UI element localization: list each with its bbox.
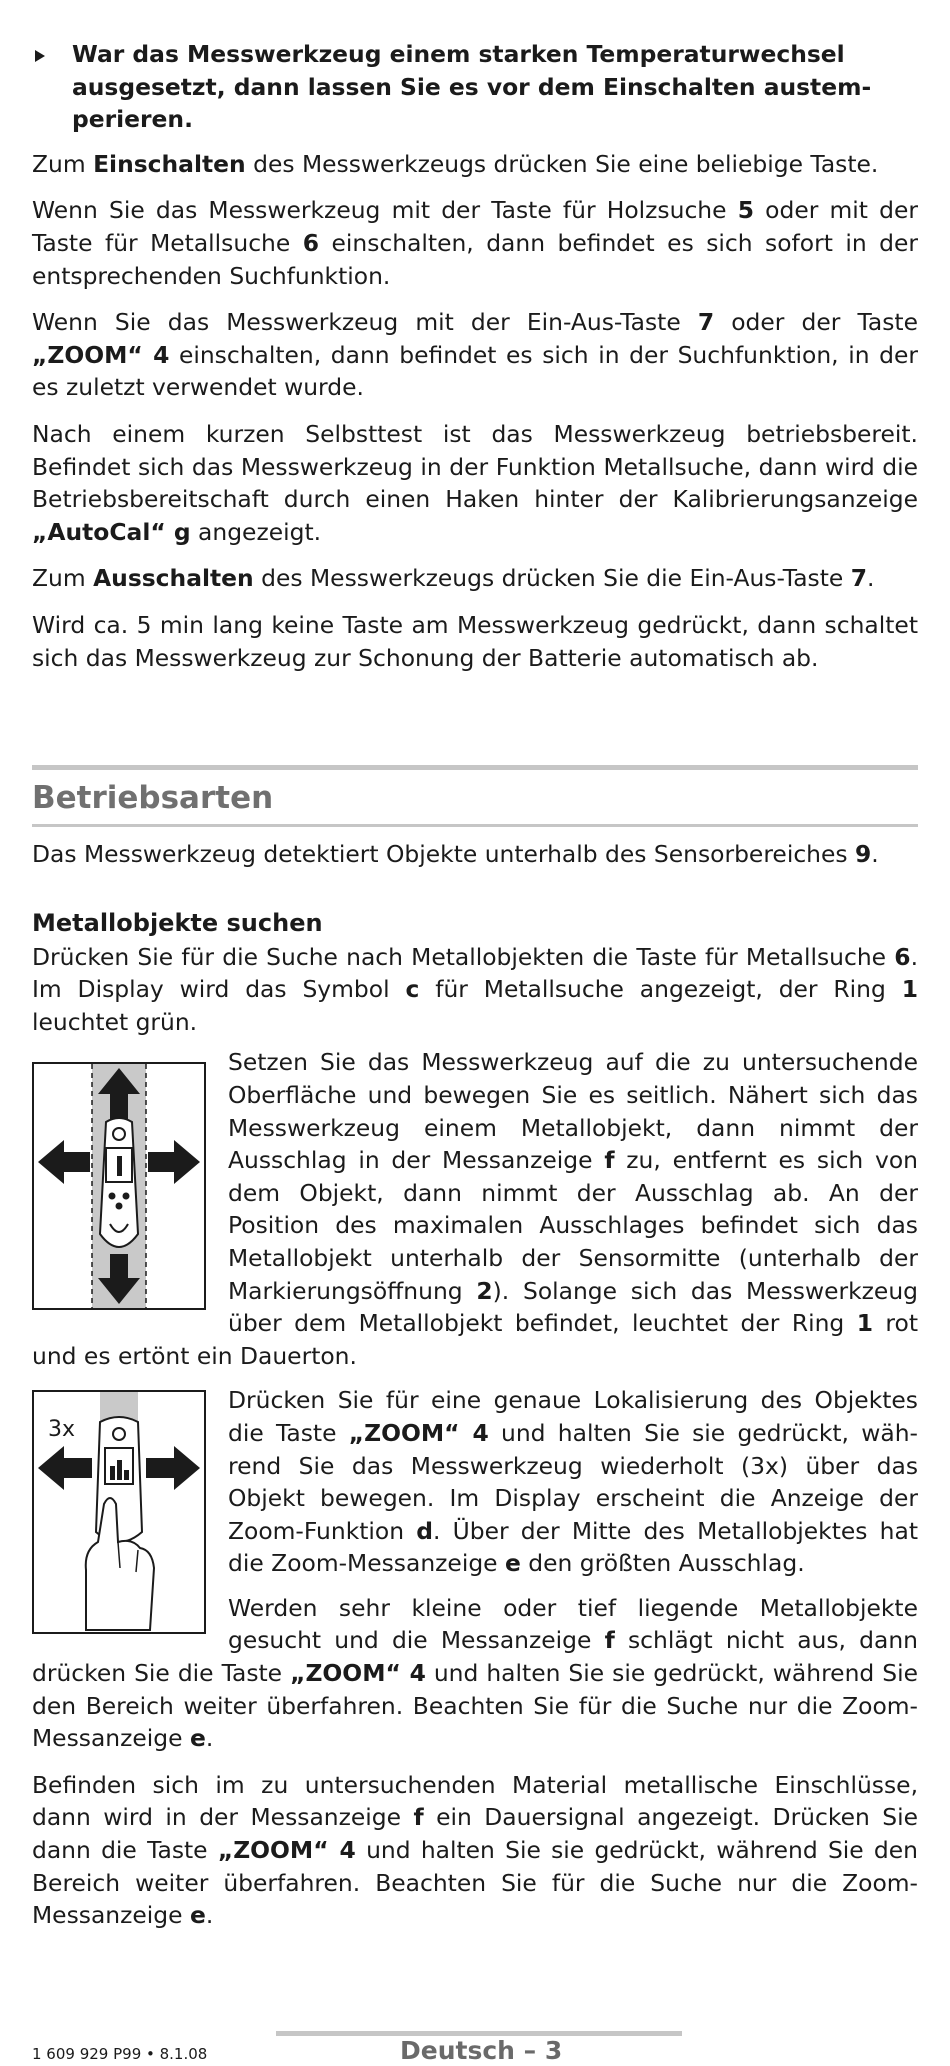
- para-switch-on: Zum Einschalten des Messwerkzeugs drücken Sie eine beliebige Taste.: [32, 149, 879, 178]
- warning-item: [32, 38, 918, 136]
- footer-doc-code: 1 609 929 P99 • 8.1.08: [32, 2045, 208, 2063]
- para-zoom-key: Wenn Sie das Messwerkzeug mit der Ein-Aus-Taste 7 oder der Taste „ZOOM“ 4 einschalten, dann befindet es sich in der Suchfunktion, in der es zuletzt verwendet wurde.: [32, 308, 918, 402]
- section-title: Betriebsarten: [32, 780, 274, 816]
- para-zoom-locate: Drücken Sie für eine genaue Lokalisierung des Objektes die Taste „ZOOM“ 4 und halten Sie sie gedrückt, während Sie das Messwerkzeug wiederholt (3x) über das Objekt bewegen. Im Display erscheint die Anzeige der Zoom-Funktion d. Über der Mitte des Metallobjektes hat die Zoom-Messanzeige e den größten Ausschlag.: [228, 1386, 919, 1578]
- para-search-keys: Wenn Sie das Messwerkzeug mit der Taste für Holzsuche 5 oder mit der Taste für Metallsuche 6 einschalten, dann befindet es sich sofort in der entsprechenden Suchfunktion.: [32, 196, 919, 290]
- section-body: [32, 838, 918, 1932]
- device-arrows-icon: [34, 1064, 204, 1308]
- para-inclusions: Befinden sich im zu untersuchenden Material metallische Einschlüsse, dann wird in der Messanzeige f ein Dauersignal angezeigt. Drücken Sie dann die Taste „ZOOM“ 4 und halten Sie sie gedrückt, während Sie den Bereich weiter überfahren. Beachten Sie für die Suche nur die Zoom-Messanzeige e.: [32, 1770, 918, 1930]
- para-selftest: Nach einem kurzen Selbsttest ist das Messwerkzeug betriebsbereit. Befindet sich das Messwerkzeug in der Funktion Metallsuche, dann wird die Betriebsbereitschaft durch einen Haken hinter der Kalibrierungsanzeige „AutoCal“ g angezeigt.: [32, 419, 918, 546]
- footer-page-number: Deutsch – 3: [400, 2036, 563, 2065]
- section-header: [32, 765, 918, 827]
- section-rule-bottom: [32, 824, 918, 827]
- warning-text: War das Messwerkzeug einem starken Temperaturwechsel ausgesetzt, dann lassen Sie es vor dem Einschalten austemperieren.: [72, 40, 872, 134]
- top-block: [32, 38, 918, 674]
- para-small-objects: Werden sehr kleine oder tief liegende Metallobjekte gesucht und die Messanzeige f schlägt nicht aus, dann drücken Sie die Taste „ZOOM“ 4 und halten Sie sie gedrückt, während Sie den Bereich weiter überfahren. Beachten Sie für die Suche nur die Zoom-Messanzeige e.: [32, 1593, 918, 1753]
- repeat-count-label: 3x: [48, 1417, 76, 1443]
- para-switch-off: Zum Ausschalten des Messwerkzeugs drücken Sie die Ein-Aus-Taste 7.: [32, 564, 875, 593]
- para-metal-key: Drücken Sie für die Suche nach Metallobjekten die Taste für Metallsuche 6. Im Display wird das Symbol c für Metallsuche angezeigt, der Ring 1 leuchtet grün.: [32, 942, 919, 1036]
- subtitle-metal: Metallobjekte suchen: [32, 908, 323, 937]
- section-rule-top: [32, 765, 918, 770]
- para-auto-off: Wird ca. 5 min lang keine Taste am Messwerkzeug gedrückt, dann schaltet sich das Messwerkzeug zur Schonung der Batterie automatisch ab.: [32, 610, 918, 672]
- bullet-triangle-icon: [35, 50, 45, 62]
- figure-zoom-hand: [32, 1390, 206, 1634]
- para-metal-move: Setzen Sie das Messwerkzeug auf die zu untersuchende Oberfläche und bewegen Sie es seitlich. Nähert sich das Messwerkzeug einem Metallobjekt, dann nimmt der Ausschlag in der Messanzeige f zu, entfernt es sich von dem Objekt, dann nimmt der Ausschlag ab. An der Position des maximalen Ausschlages befindet sich das Metallobjekt unterhalb der Sensormitte (unterhalb der Markierungsöffnung 2). Solange sich das Messwerkzeug über dem Metallobjekt befindet, leuchtet der Ring 1 rot und es ertönt ein Dauerton.: [32, 1048, 918, 1370]
- para-intro: Das Messwerkzeug detektiert Objekte unterhalb des Sensorbereiches 9.: [32, 840, 879, 868]
- figure-side-movement: [32, 1062, 206, 1310]
